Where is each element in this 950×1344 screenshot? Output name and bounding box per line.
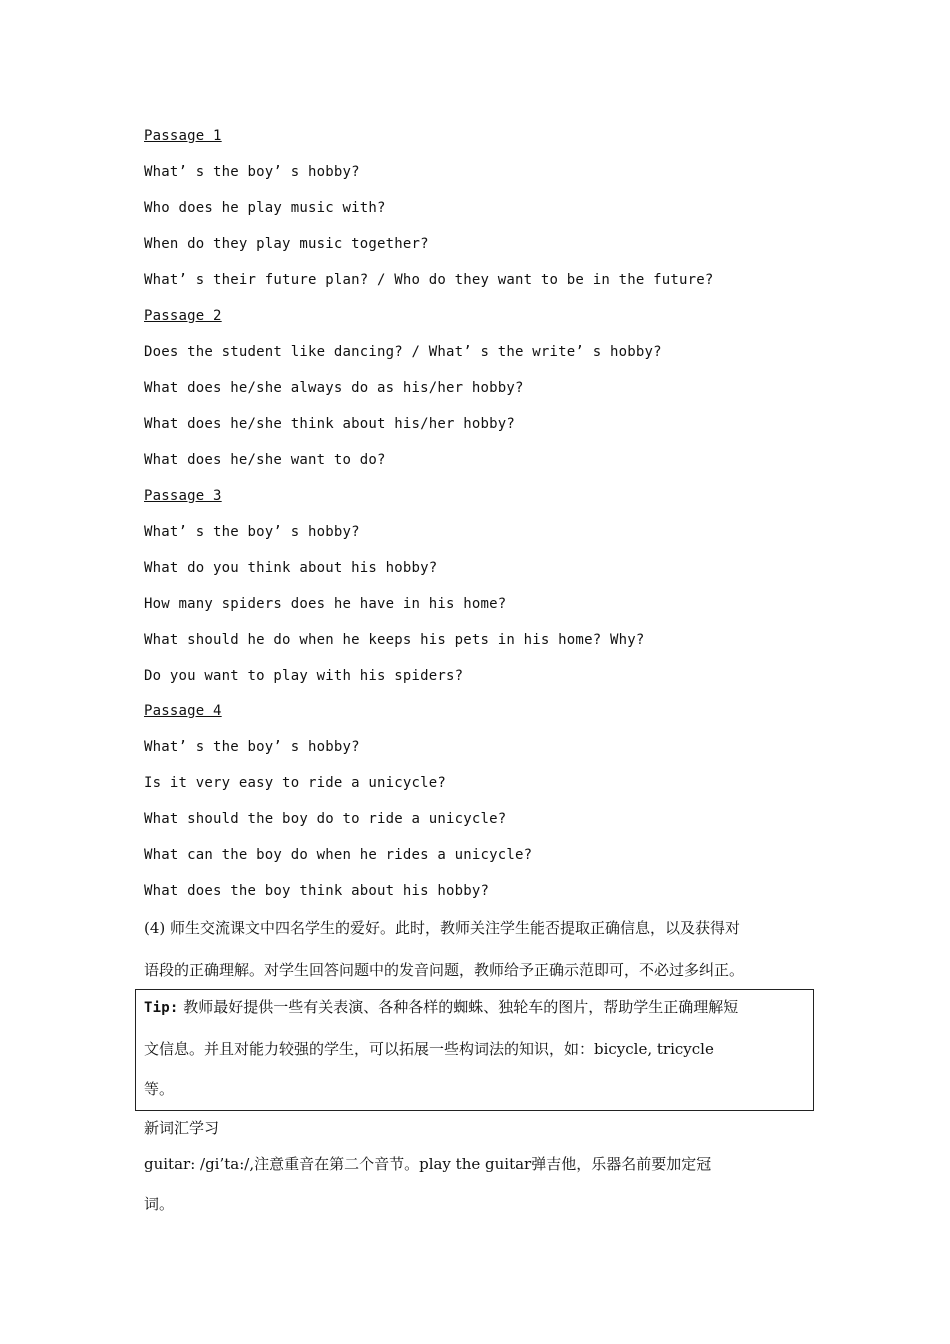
passage-4-heading: Passage 4 [144, 703, 222, 719]
passage-3-question: What’ s the boy’ s hobby? [144, 524, 360, 540]
tip-line [144, 996, 738, 1017]
step-4-paragraph-line: (4) 师生交流课文中四名学生的爱好。此时，教师关注学生能否提取正确信息，以及获得对 [144, 919, 741, 937]
passage-2-question: What does he/she want to do? [144, 452, 386, 468]
passage-4-question: What should the boy do to ride a unicycle? [144, 811, 507, 827]
passage-3-question: What do you think about his hobby? [144, 560, 438, 576]
passage-3-heading: Passage 3 [144, 488, 222, 504]
vocab-title: 新词汇学习 [144, 1119, 220, 1137]
vocab-line: guitar: /gi’ta:/,注意重音在第二个音节。play the guitar弹吉他，乐器名前要加定冠 [144, 1155, 712, 1173]
passage-1-question: Who does he play music with? [144, 200, 386, 216]
passage-4-question: What can the boy do when he rides a unicycle? [144, 847, 533, 863]
passage-4-question: What’ s the boy’ s hobby? [144, 739, 360, 755]
passage-1-question: What’ s the boy’ s hobby? [144, 164, 360, 180]
tip-line: 等。 [144, 1080, 175, 1098]
passage-1-question: What’ s their future plan? / Who do they want to be in the future? [144, 272, 714, 288]
passage-2-question: What does he/she always do as his/her hobby? [144, 380, 524, 396]
passage-4-question: Is it very easy to ride a unicycle? [144, 775, 447, 791]
tip-line: 文信息。并且对能力较强的学生，可以拓展一些构词法的知识，如：bicycle, tricycle [144, 1040, 714, 1058]
passage-3-question: What should he do when he keeps his pets in his home? Why? [144, 632, 645, 648]
passage-3-question: How many spiders does he have in his home? [144, 596, 507, 612]
tip-text: 教师最好提供一些有关表演、各种各样的蜘蛛、独轮车的图片，帮助学生正确理解短 [178, 998, 739, 1016]
passage-1-heading: Passage 1 [144, 128, 222, 144]
step-4-paragraph-line: 语段的正确理解。对学生回答问题中的发音问题，教师给予正确示范即可，不必过多纠正。 [144, 961, 745, 979]
vocab-line: 词。 [144, 1195, 175, 1213]
passage-2-heading: Passage 2 [144, 308, 222, 324]
passage-2-question: What does he/she think about his/her hobby? [144, 416, 516, 432]
passage-2-question: Does the student like dancing? / What’ s the write’ s hobby? [144, 344, 662, 360]
passage-4-question: What does the boy think about his hobby? [144, 883, 490, 899]
passage-3-question: Do you want to play with his spiders? [144, 668, 464, 684]
passage-1-question: When do they play music together? [144, 236, 429, 252]
tip-label: Tip: [144, 1000, 179, 1016]
